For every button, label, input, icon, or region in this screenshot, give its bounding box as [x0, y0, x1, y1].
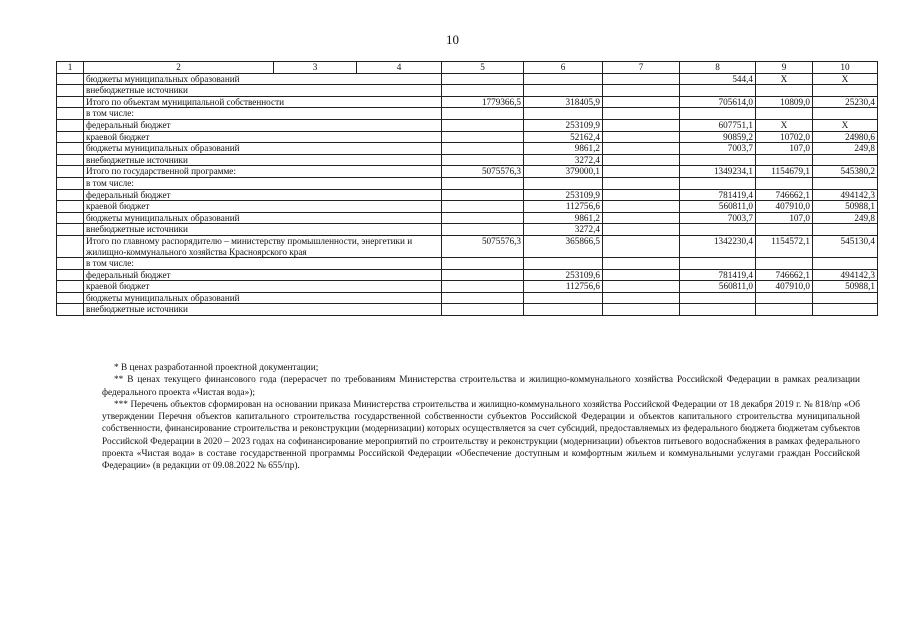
page-number: 10: [446, 32, 459, 47]
value-cell: 781419,4: [680, 189, 756, 201]
value-cell: [603, 154, 680, 166]
value-cell: [603, 108, 680, 120]
value-cell: 494142,3: [813, 269, 878, 281]
value-cell: 7003,7: [680, 212, 756, 224]
header-cell: 3: [274, 62, 357, 74]
row-label: в том числе:: [84, 108, 442, 120]
table-row: [57, 131, 878, 143]
value-cell: Х: [813, 73, 878, 85]
header-cell: 10: [813, 62, 878, 74]
value-cell: 112756,6: [524, 201, 603, 213]
table-row: [57, 189, 878, 201]
table-row: [57, 212, 878, 224]
value-cell: Х: [756, 119, 813, 131]
header-row: [57, 62, 878, 74]
value-cell: 107,0: [756, 212, 813, 224]
value-cell: [603, 281, 680, 293]
value-cell: 545130,4: [813, 235, 878, 257]
value-cell: [680, 292, 756, 304]
table-row: [57, 85, 878, 97]
table-row: [57, 201, 878, 213]
value-cell: [680, 108, 756, 120]
value-cell: [680, 154, 756, 166]
table-body: [57, 62, 878, 316]
value-cell: 560811,0: [680, 201, 756, 213]
value-cell: [603, 304, 680, 316]
value-cell: [442, 119, 524, 131]
row-number-cell: [57, 224, 84, 236]
table-row: [57, 108, 878, 120]
value-cell: 1154679,1: [756, 166, 813, 178]
row-label: Итого по главному распорядителю – министерству промышленности, энергетики и жилищно-коммунального хозяйства Красноярского края: [84, 235, 442, 257]
value-cell: [680, 85, 756, 97]
value-cell: 407910,0: [756, 201, 813, 213]
value-cell: [756, 85, 813, 97]
footnote-1: * В ценах разработанной проектной документации;: [114, 363, 319, 373]
header-cell: 2: [84, 62, 274, 74]
table-row: [57, 281, 878, 293]
header-cell: 9: [756, 62, 813, 74]
row-number-cell: [57, 235, 84, 257]
value-cell: [603, 201, 680, 213]
value-cell: 10809,0: [756, 96, 813, 108]
row-label: внебюджетные источники: [84, 304, 442, 316]
row-label: в том числе:: [84, 258, 442, 270]
value-cell: 112756,6: [524, 281, 603, 293]
row-number-cell: [57, 177, 84, 189]
value-cell: [813, 108, 878, 120]
value-cell: [524, 177, 603, 189]
row-number-cell: [57, 96, 84, 108]
row-number-cell: [57, 119, 84, 131]
table-row: [57, 304, 878, 316]
value-cell: [442, 154, 524, 166]
value-cell: 9861,2: [524, 143, 603, 155]
value-cell: [813, 154, 878, 166]
budget-table: [56, 61, 878, 316]
value-cell: 1779366,5: [442, 96, 524, 108]
value-cell: [442, 177, 524, 189]
value-cell: [756, 258, 813, 270]
row-number-cell: [57, 212, 84, 224]
table-row: [57, 166, 878, 178]
value-cell: 544,4: [680, 73, 756, 85]
table-row: [57, 224, 878, 236]
value-cell: [442, 85, 524, 97]
row-number-cell: [57, 201, 84, 213]
value-cell: [603, 269, 680, 281]
value-cell: [442, 224, 524, 236]
value-cell: [680, 177, 756, 189]
row-label: бюджеты муниципальных образований: [84, 292, 442, 304]
value-cell: [603, 235, 680, 257]
value-cell: 7003,7: [680, 143, 756, 155]
footnote-2: ** В ценах текущего финансового года (перерасчет по требованиям Министерства строительства и жилищно-коммунального хозяйства Российской Федерации в рамках реализации федерального проекта «Чистая вода»);: [102, 375, 860, 398]
value-cell: [603, 212, 680, 224]
value-cell: 1349234,1: [680, 166, 756, 178]
value-cell: [756, 304, 813, 316]
value-cell: [680, 304, 756, 316]
value-cell: 90859,2: [680, 131, 756, 143]
value-cell: 494142,3: [813, 189, 878, 201]
table-row: [57, 143, 878, 155]
value-cell: 407910,0: [756, 281, 813, 293]
value-cell: [603, 258, 680, 270]
value-cell: [442, 143, 524, 155]
value-cell: 318405,9: [524, 96, 603, 108]
value-cell: 705614,0: [680, 96, 756, 108]
value-cell: 5075576,3: [442, 166, 524, 178]
value-cell: 5075576,3: [442, 235, 524, 257]
value-cell: 253109,9: [524, 189, 603, 201]
value-cell: 781419,4: [680, 269, 756, 281]
value-cell: Х: [756, 73, 813, 85]
value-cell: [603, 224, 680, 236]
row-number-cell: [57, 281, 84, 293]
value-cell: 545380,2: [813, 166, 878, 178]
value-cell: [603, 166, 680, 178]
row-number-cell: [57, 131, 84, 143]
table-row: [57, 258, 878, 270]
value-cell: [442, 212, 524, 224]
value-cell: [524, 258, 603, 270]
value-cell: 746662,1: [756, 189, 813, 201]
value-cell: 52162,4: [524, 131, 603, 143]
row-number-cell: [57, 85, 84, 97]
value-cell: [813, 292, 878, 304]
value-cell: 249,8: [813, 143, 878, 155]
value-cell: [442, 281, 524, 293]
value-cell: [603, 96, 680, 108]
row-label: бюджеты муниципальных образований: [84, 143, 442, 155]
value-cell: [680, 224, 756, 236]
value-cell: 24980,6: [813, 131, 878, 143]
row-label: внебюджетные источники: [84, 85, 442, 97]
row-number-cell: [57, 292, 84, 304]
value-cell: 560811,0: [680, 281, 756, 293]
value-cell: [442, 108, 524, 120]
value-cell: 249,8: [813, 212, 878, 224]
table-row: [57, 177, 878, 189]
row-label: федеральный бюджет: [84, 269, 442, 281]
value-cell: 25230,4: [813, 96, 878, 108]
row-label: федеральный бюджет: [84, 119, 442, 131]
row-number-cell: [57, 189, 84, 201]
row-number-cell: [57, 143, 84, 155]
row-number-cell: [57, 258, 84, 270]
table-row: [57, 96, 878, 108]
row-label: краевой бюджет: [84, 201, 442, 213]
table-row: [57, 73, 878, 85]
value-cell: [524, 73, 603, 85]
row-number-cell: [57, 166, 84, 178]
header-cell: 5: [442, 62, 524, 74]
header-cell: 8: [680, 62, 756, 74]
row-number-cell: [57, 269, 84, 281]
value-cell: 50988,1: [813, 281, 878, 293]
footnote-3: *** Перечень объектов сформирован на основании приказа Министерства строительства и жилищно-коммунального хозяйства Российской Федерации от 18 декабря 2019 г. № 818/пр «Об утверждении Перечня объектов капитального строительства государственной собственности субъектов Российской Федерации и объектов капитального строительства муниципальной собственности, финансирование строительства и реконструкции (модернизации) которых осуществляется за счет субсидий, предоставляемых из федерального бюджета бюджетам субъектов Российской Федерации в 2020 – 2023 годах на софинансирование мероприятий по строительству и реконструкции (модернизации) объектов питьевого водоснабжения в рамках федерального проекта «Чистая вода» в составе государственной программы Российской Федерации «Обеспечение доступным и комфортным жильем и коммунальными услугами граждан Российской Федерации» (в редакции от 09.08.2022 № 655/пр).: [102, 399, 860, 472]
value-cell: [442, 292, 524, 304]
table-row: [57, 292, 878, 304]
value-cell: [442, 73, 524, 85]
value-cell: [524, 85, 603, 97]
row-number-cell: [57, 73, 84, 85]
value-cell: 1342230,4: [680, 235, 756, 257]
value-cell: [603, 143, 680, 155]
value-cell: [442, 258, 524, 270]
value-cell: 379000,1: [524, 166, 603, 178]
value-cell: 746662,1: [756, 269, 813, 281]
header-cell: 6: [524, 62, 603, 74]
footnotes: [102, 362, 860, 473]
row-label: бюджеты муниципальных образований: [84, 212, 442, 224]
value-cell: 253109,6: [524, 269, 603, 281]
value-cell: 107,0: [756, 143, 813, 155]
value-cell: [442, 269, 524, 281]
value-cell: 253109,9: [524, 119, 603, 131]
value-cell: [524, 304, 603, 316]
value-cell: [756, 154, 813, 166]
value-cell: 10702,0: [756, 131, 813, 143]
value-cell: 50988,1: [813, 201, 878, 213]
value-cell: 1154572,1: [756, 235, 813, 257]
value-cell: [756, 224, 813, 236]
value-cell: [603, 131, 680, 143]
value-cell: Х: [813, 119, 878, 131]
value-cell: [603, 189, 680, 201]
row-number-cell: [57, 304, 84, 316]
value-cell: [524, 292, 603, 304]
header-cell: 4: [357, 62, 442, 74]
value-cell: [603, 85, 680, 97]
row-number-cell: [57, 154, 84, 166]
value-cell: [756, 292, 813, 304]
row-label: внебюджетные источники: [84, 224, 442, 236]
value-cell: [524, 108, 603, 120]
row-label: бюджеты муниципальных образований: [84, 73, 442, 85]
value-cell: [442, 304, 524, 316]
value-cell: [603, 119, 680, 131]
header-cell: 7: [603, 62, 680, 74]
row-label: федеральный бюджет: [84, 189, 442, 201]
value-cell: [603, 292, 680, 304]
value-cell: [813, 85, 878, 97]
value-cell: [813, 224, 878, 236]
table-row: [57, 119, 878, 131]
value-cell: [442, 131, 524, 143]
row-label: Итого по объектам муниципальной собственности: [84, 96, 442, 108]
value-cell: [756, 177, 813, 189]
value-cell: 3272,4: [524, 154, 603, 166]
value-cell: [813, 304, 878, 316]
value-cell: 3272,4: [524, 224, 603, 236]
value-cell: [603, 177, 680, 189]
value-cell: [442, 189, 524, 201]
value-cell: 365866,5: [524, 235, 603, 257]
row-label: внебюджетные источники: [84, 154, 442, 166]
value-cell: [813, 258, 878, 270]
table-row: [57, 269, 878, 281]
value-cell: [680, 258, 756, 270]
row-label: в том числе:: [84, 177, 442, 189]
row-label: Итого по государственной программе:: [84, 166, 442, 178]
value-cell: [442, 201, 524, 213]
value-cell: [603, 73, 680, 85]
row-label: краевой бюджет: [84, 131, 442, 143]
table-row: [57, 235, 878, 257]
value-cell: [813, 177, 878, 189]
row-label: краевой бюджет: [84, 281, 442, 293]
header-cell: 1: [57, 62, 84, 74]
value-cell: 9861,2: [524, 212, 603, 224]
value-cell: [756, 108, 813, 120]
value-cell: 607751,1: [680, 119, 756, 131]
row-number-cell: [57, 108, 84, 120]
table-row: [57, 154, 878, 166]
